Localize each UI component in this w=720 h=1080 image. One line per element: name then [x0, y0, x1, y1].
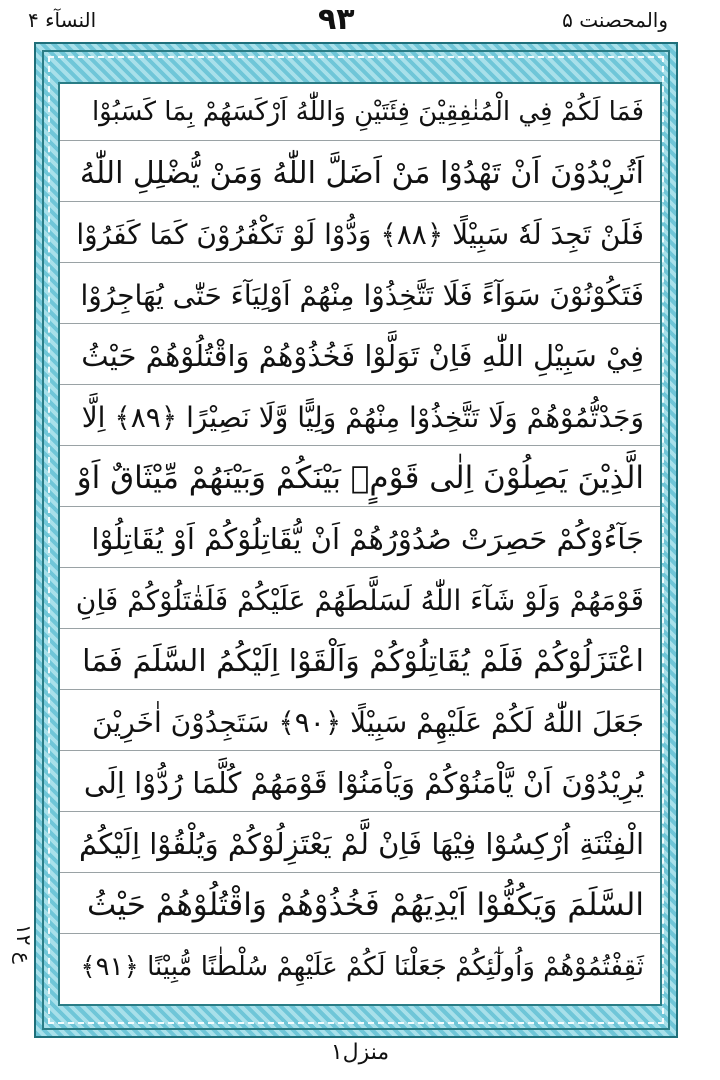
verse-line: السَّلَمَ وَيَكُفُّوْا اَيْدِيَهُمْ فَخُذُوْهُمْ وَاقْتُلُوْهُمْ حَيْثُ	[60, 877, 660, 934]
ruku-marker: ۱۲ ع	[12, 924, 36, 964]
verse-line: الْفِتْنَةِ اُرْكِسُوْا فِيْهَا فَاِنْ لَّمْ يَعْتَزِلُوْكُمْ وَيُلْقُوْا اِلَيْكُمُ	[60, 816, 660, 873]
verse-line: فَتَكُوْنُوْنَ سَوَآءً فَلَا تَتَّخِذُوْا مِنْهُمْ اَوْلِيَآءَ حَتّٰى يُهَاجِرُوْا	[60, 267, 660, 324]
verse-line: ثَقِفْتُمُوْهُمْ وَاُولٰٓئِكُمْ جَعَلْنَا لَكُمْ عَلَيْهِمْ سُلْطٰنًا مُّبِيْنًا ﴿۹۱﴾	[80, 951, 644, 982]
manzil-footer: منزل۱	[330, 1040, 390, 1065]
verse-line: وَجَدْتُّمُوْهُمْ وَلَا تَتَّخِذُوْا مِنْهُمْ وَلِيًّا وَّلَا نَصِيْرًا ﴿۸۹﴾ اِلَّا	[60, 389, 660, 446]
text-panel	[58, 82, 662, 1006]
juz-name: والمحصنت ۵	[562, 8, 668, 32]
surah-name: النسآء ۴	[28, 8, 97, 32]
verse-line: قَوْمَهُمْ وَلَوْ شَآءَ اللّٰهُ لَسَلَّطَهُمْ عَلَيْكُمْ فَلَقٰتَلُوْكُمْ فَاِنِ	[60, 572, 660, 629]
verse-line: فِيْ سَبِيْلِ اللّٰهِ فَاِنْ تَوَلَّوْا فَخُذُوْهُمْ وَاقْتُلُوْهُمْ حَيْثُ	[60, 328, 660, 385]
verse-line: اعْتَزَلُوْكُمْ فَلَمْ يُقَاتِلُوْكُمْ وَاَلْقَوْا اِلَيْكُمُ السَّلَمَ فَمَا	[60, 633, 660, 690]
verse-line: فَمَا لَكُمْ فِي الْمُنٰفِقِيْنَ فِئَتَيْنِ وَاللّٰهُ اَرْكَسَهُمْ بِمَا كَسَبُوْا	[60, 84, 660, 141]
verse-line: فَلَنْ تَجِدَ لَهٗ سَبِيْلًا ﴿۸۸﴾ وَدُّوْا لَوْ تَكْفُرُوْنَ كَمَا كَفَرُوْا	[60, 206, 660, 263]
verse-line: الَّذِيْنَ يَصِلُوْنَ اِلٰى قَوْمٍۢ بَيْنَكُمْ وَبَيْنَهُمْ مِّيْثَاقٌ اَوْ	[60, 450, 660, 507]
verse-line: يُرِيْدُوْنَ اَنْ يَّاْمَنُوْكُمْ وَيَاْمَنُوْا قَوْمَهُمْ كُلَّمَا رُدُّوْا اِلَى	[60, 755, 660, 812]
verse-line: جَآءُوْكُمْ حَصِرَتْ صُدُوْرُهُمْ اَنْ يُّقَاتِلُوْكُمْ اَوْ يُقَاتِلُوْا	[60, 511, 660, 568]
verse-line: اَتُرِيْدُوْنَ اَنْ تَهْدُوْا مَنْ اَضَلَّ اللّٰهُ وَمَنْ يُّضْلِلِ اللّٰهُ	[60, 145, 660, 202]
verse-line: جَعَلَ اللّٰهُ لَكُمْ عَلَيْهِمْ سَبِيْلًا ﴿۹۰﴾ سَتَجِدُوْنَ اٰخَرِيْنَ	[60, 694, 660, 751]
page-number: ۹۳	[318, 2, 355, 37]
